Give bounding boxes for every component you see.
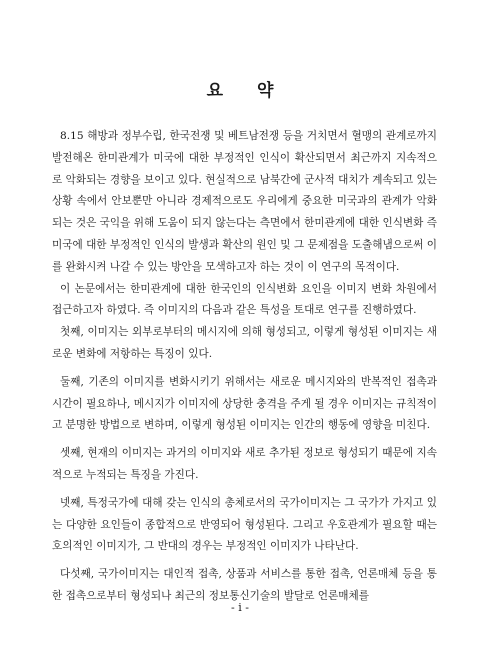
paragraph-fourth: 넷째, 특정국가에 대해 갖는 인식의 총체로서의 국가이미지는 그 국가가 가지고 있는 다양한 요인들이 종합적으로 반영되어 형성된다. 그리고 우호관계가 필요할 때는 호의적인 이미지가, 그 반대의 경우는 부정적인 이미지가 나타난다. [52,496,437,553]
paragraph-intro: 8.15 해방과 정부수립, 한국전쟁 및 베트남전쟁 등을 거치면서 혈맹의 관계로까지 발전해온 한미관계가 미국에 대한 부정적인 인식이 확산되면서 최근까지 지속적으로 악화되는 경향을 보이고 있다. 현실적으로 남북간에 군사적 대치가 계속되고 있는 상황 속에서 안보뿐만 아니라 경제적으로도 우리에게 중요한 미국과의 관계가 악화되는 것은 국익을 위해 도움이 되지 않는다는 측면에서 한미관계에 대한 인식변화 즉 미국에 대한 부정적인 인식의 발생과 확산의 원인 및 그 문제점을 도출해냄으로써 이를 완화시켜 나갈 수 있는 방안을 모색하고자 하는 것이 이 연구의 목적이다. [52,130,437,273]
paragraph-second: 둘째, 기존의 이미지를 변화시키기 위해서는 새로운 메시지와의 반복적인 접촉과 시간이 필요하나, 메시지가 이미지에 상당한 충격을 주게 될 경우 이미지는 규칙적이고 분명한 방법으로 변하며, 이렇게 형성된 이미지는 인간의 행동에 영향을 미친다. [52,375,437,432]
paragraph-third: 셋째, 현재의 이미지는 과거의 이미지와 새로 추가된 정보로 형성되기 때문에 지속적으로 누적되는 특징을 가진다. [52,447,437,481]
paragraph-approach: 이 논문에서는 한미관계에 대한 한국인의 인식변화 요인을 이미지 변화 차원에서 접근하고자 하였다. 즉 이미지의 다음과 같은 특성을 토대로 연구를 진행하였다. [52,282,437,317]
page-title: 요 약 [206,81,288,101]
summary-body [52,126,437,614]
paragraph-fifth: 다섯째, 국가이미지는 대인적 접촉, 상품과 서비스를 통한 접촉, 언론매체 등을 통한 접촉으로부터 형성되나 최근의 정보통신기술의 발달로 언론매체를 [52,568,437,602]
page-number: - i - [231,601,249,614]
paragraph-first: 첫째, 이미지는 외부로부터의 메시지에 의해 형성되고, 이렇게 형성된 이미지는 새로운 변화에 저항하는 특징이 있다. [52,326,437,360]
